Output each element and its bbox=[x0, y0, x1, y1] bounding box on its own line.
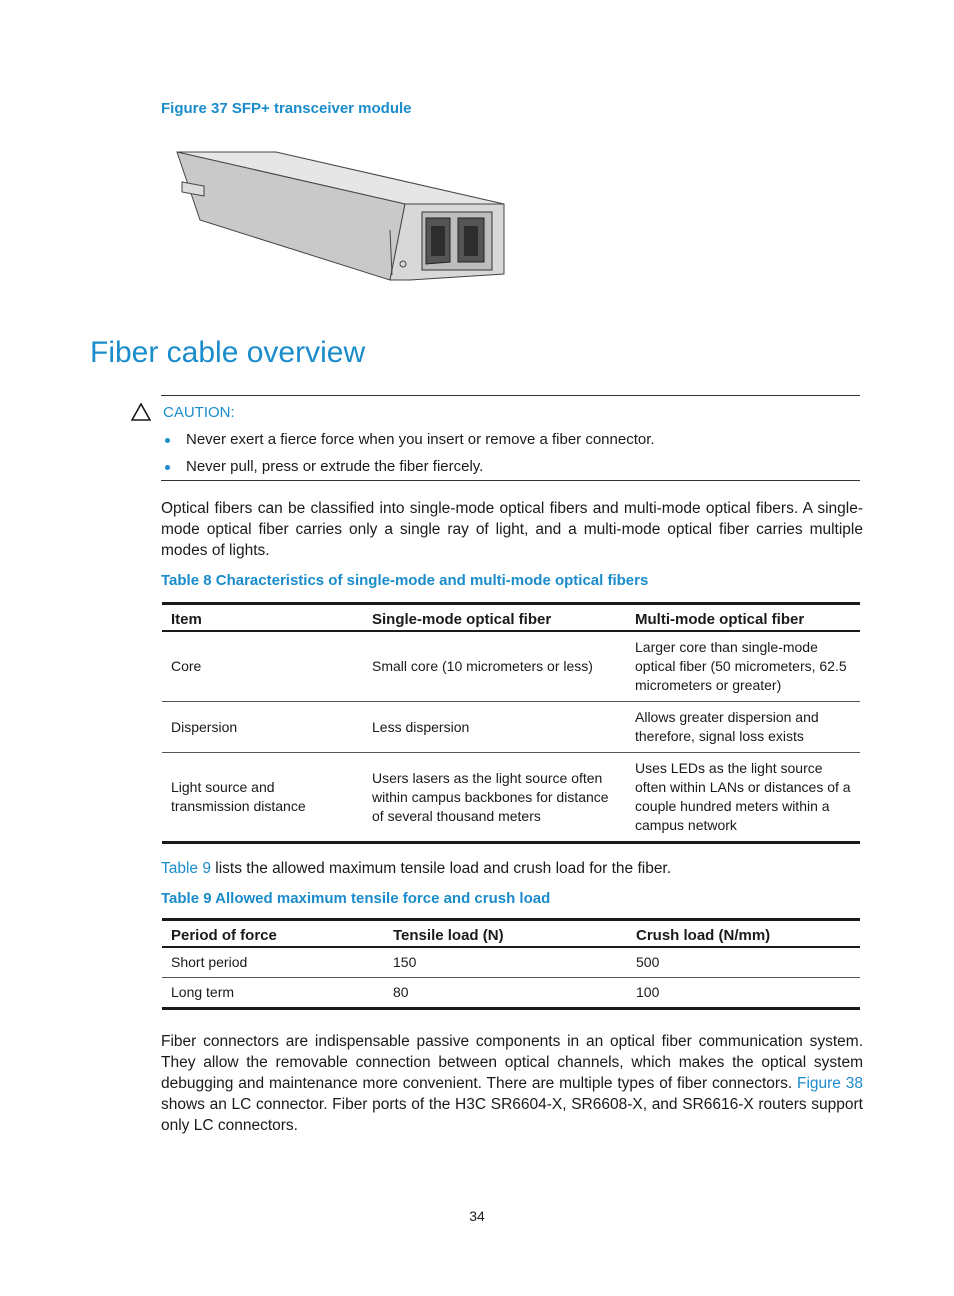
fiber-characteristics-table bbox=[162, 602, 860, 844]
caution-item-text: Never pull, press or extrude the fiber fiercely. bbox=[186, 458, 484, 475]
table-cell: 100 bbox=[627, 978, 860, 1009]
caution-item bbox=[161, 431, 655, 458]
table-cell: Dispersion bbox=[162, 702, 363, 753]
table-row bbox=[162, 753, 860, 843]
table9-caption: Table 9 Allowed maximum tensile force and crush load bbox=[161, 890, 551, 907]
caution-label: CAUTION: bbox=[163, 404, 235, 421]
table-cell: Uses LEDs as the light source often within LANs or distances of a couple hundred meters within a campus network bbox=[626, 753, 860, 843]
caution-list bbox=[161, 431, 655, 485]
figure-caption: Figure 37 SFP+ transceiver module bbox=[161, 100, 412, 117]
table-row bbox=[162, 978, 860, 1009]
table-row bbox=[162, 702, 860, 753]
figure38-link[interactable]: Figure 38 bbox=[796, 1075, 863, 1092]
caution-item-text: Never exert a fierce force when you insert or remove a fiber connector. bbox=[186, 431, 655, 448]
table-cell: 80 bbox=[384, 978, 627, 1009]
table-row bbox=[162, 947, 860, 978]
table-cell: Long term bbox=[162, 978, 384, 1009]
table-header-row bbox=[162, 920, 860, 948]
table-row bbox=[162, 631, 860, 702]
table9-link[interactable]: Table 9 bbox=[161, 860, 211, 877]
column-header: Period of force bbox=[162, 920, 384, 948]
column-header: Item bbox=[162, 604, 363, 632]
page-number: 34 bbox=[469, 1208, 485, 1224]
table8-caption: Table 8 Characteristics of single-mode and multi-mode optical fibers bbox=[161, 572, 649, 589]
bullet-icon bbox=[165, 438, 170, 443]
caution-item bbox=[161, 458, 655, 485]
connectors-text-1: Fiber connectors are indispensable passive components in an optical fiber communication system. They allow the removable connection between optical channels, which makes the optical system debugging and maintenance more convenient. There are multiple types of fiber connectors. bbox=[161, 1033, 863, 1092]
intro-paragraph: Optical fibers can be classified into single-mode optical fibers and multi-mode optical fibers. A single-mode optical fiber carries only a single ray of light, and a multi-mode optical fiber carries multiple modes of lights. bbox=[161, 500, 863, 559]
table-cell: Small core (10 micrometers or less) bbox=[363, 631, 626, 702]
table-cell: Larger core than single-mode optical fiber (50 micrometers, 62.5 micrometers or greater) bbox=[626, 631, 860, 702]
column-header: Crush load (N/mm) bbox=[627, 920, 860, 948]
tensile-load-table bbox=[162, 918, 860, 1010]
warning-triangle-icon bbox=[131, 403, 151, 421]
table9-reference-paragraph bbox=[161, 858, 863, 879]
bullet-icon bbox=[165, 465, 170, 470]
table-cell: 500 bbox=[627, 947, 860, 978]
caution-box bbox=[161, 395, 860, 481]
table-cell: Light source and transmission distance bbox=[162, 753, 363, 843]
connectors-text-2: shows an LC connector. Fiber ports of the H3C SR6604-X, SR6608-X, and SR6616-X routers support only LC connectors. bbox=[161, 1096, 863, 1134]
table-cell: Less dispersion bbox=[363, 702, 626, 753]
table9-reference-text: lists the allowed maximum tensile load and crush load for the fiber. bbox=[210, 860, 672, 877]
table-cell: Core bbox=[162, 631, 363, 702]
column-header: Multi-mode optical fiber bbox=[626, 604, 860, 632]
column-header: Single-mode optical fiber bbox=[363, 604, 626, 632]
table-cell: Short period bbox=[162, 947, 384, 978]
section-title: Fiber cable overview bbox=[90, 336, 366, 369]
table-cell: 150 bbox=[384, 947, 627, 978]
table-header-row bbox=[162, 604, 860, 632]
table-cell: Allows greater dispersion and therefore, signal loss exists bbox=[626, 702, 860, 753]
connectors-paragraph bbox=[161, 1031, 863, 1136]
sfp-transceiver-illustration bbox=[170, 140, 510, 290]
table-cell: Users lasers as the light source often within campus backbones for distance of several thousand meters bbox=[363, 753, 626, 843]
column-header: Tensile load (N) bbox=[384, 920, 627, 948]
